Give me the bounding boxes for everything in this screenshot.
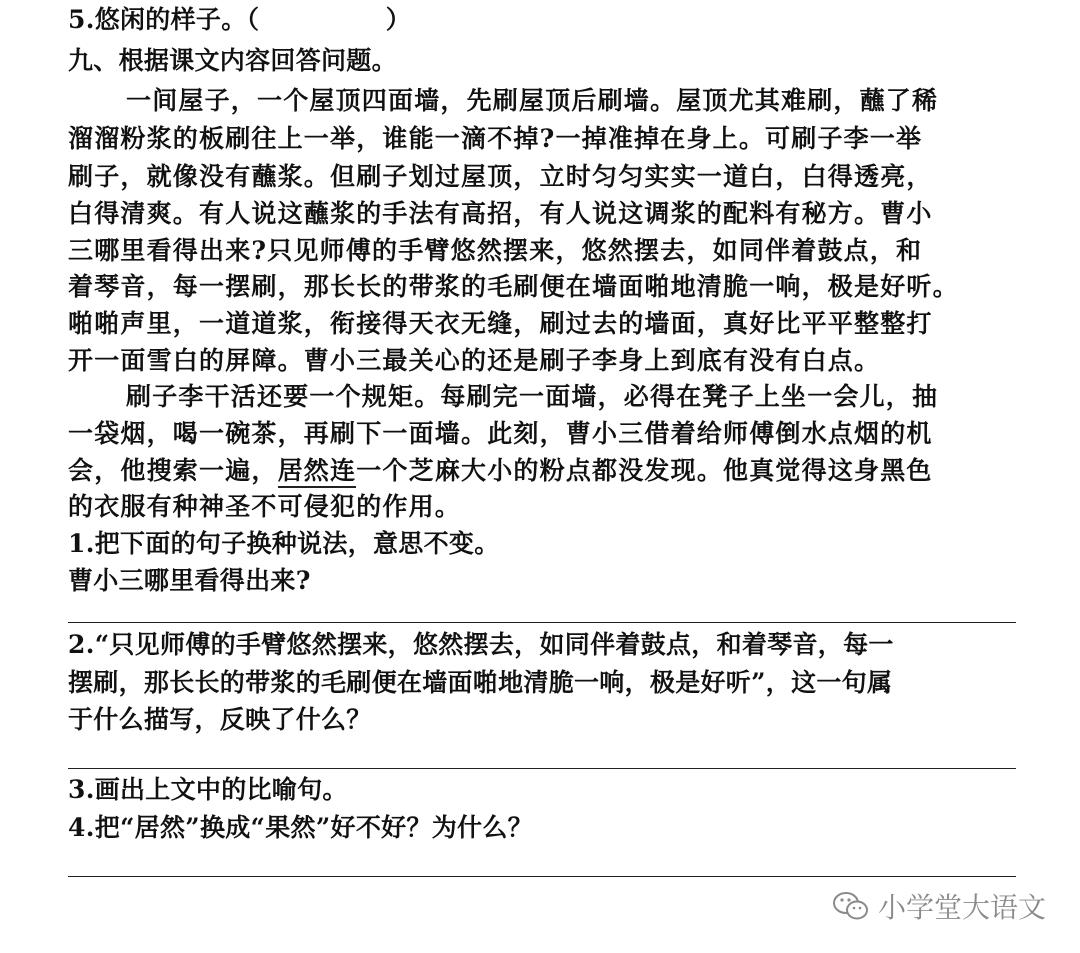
passage-line: 一间屋子，一个屋顶四面墙，先刷屋顶后刷墙。屋顶尤其难刷，蘸了稀 <box>126 86 939 115</box>
question-1-sentence: 曹小三哪里看得出来? <box>68 566 311 595</box>
answer-line-2 <box>68 768 1016 769</box>
answer-line-1 <box>68 622 1016 623</box>
passage-line-underlined <box>68 454 1018 488</box>
question-2-line: 摆刷，那长长的带浆的毛刷便在墙面啪地清脆一响，极是好听”，这一句属 <box>68 668 893 697</box>
passage-line: 开一面雪白的屏障。曹小三最关心的还是刷子李身上到底有没有白点。 <box>68 346 881 375</box>
passage-line: 白得清爽。有人说这蘸浆的手法有高招，有人说这调浆的配料有秘方。曹小 <box>68 199 933 228</box>
passage-line: 刷子，就像没有蘸浆。但刷子划过屋顶，立时匀匀实实一道白，白得透亮， <box>68 162 933 191</box>
question-4: 4.把“居然”换成“果然”好不好？为什么？ <box>68 813 533 842</box>
wechat-icon <box>832 890 870 922</box>
passage-line: 三哪里看得出来?只见师傅的手臂悠然摆来，悠然摆去，如同伴着鼓点，和 <box>68 236 923 265</box>
question-2-line: 2.“只见师傅的手臂悠然摆来，悠然摆去，如同伴着鼓点，和着琴音，每一 <box>68 630 894 659</box>
question-3: 3.画出上文中的比喻句。 <box>68 775 348 804</box>
passage-line: 啪啪声里，一道道浆，衔接得天衣无缝，刷过去的墙面，真好比平平整整打 <box>68 309 933 338</box>
watermark-text: 小学堂大语文 <box>877 891 1046 924</box>
passage-line: 着琴音，每一摆刷，那长长的带浆的毛刷便在墙面啪地清脆一响，极是好听。 <box>68 272 959 301</box>
underlined-word-juran: 居然连 <box>278 456 357 488</box>
passage-text: 一个芝麻大小的粉点都没发现。他真觉得这身黑色 <box>356 456 933 485</box>
question-2-line: 于什么描写，反映了什么？ <box>68 705 372 734</box>
passage-line: 溜溜粉浆的板刷往上一举，谁能一滴不掉?一掉准掉在身上。可刷子李一举 <box>68 124 923 153</box>
question-1: 1.把下面的句子换种说法，意思不变。 <box>68 529 500 558</box>
previous-item-5: 5.悠闲的样子。（ ） <box>68 5 412 34</box>
passage-line: 一袋烟，喝一碗茶，再刷下一面墙。此刻，曹小三借着给师傅倒水点烟的机 <box>68 419 933 448</box>
passage-text: 会，他搜索一遍， <box>68 456 278 485</box>
section-heading: 九、根据课文内容回答问题。 <box>68 46 397 75</box>
watermark <box>832 886 1046 926</box>
answer-line-4 <box>68 876 1016 877</box>
passage-line: 的衣服有种神圣不可侵犯的作用。 <box>68 492 462 521</box>
passage-line: 刷子李干活还要一个规矩。每刷完一面墙，必得在凳子上坐一会儿，抽 <box>126 382 939 411</box>
